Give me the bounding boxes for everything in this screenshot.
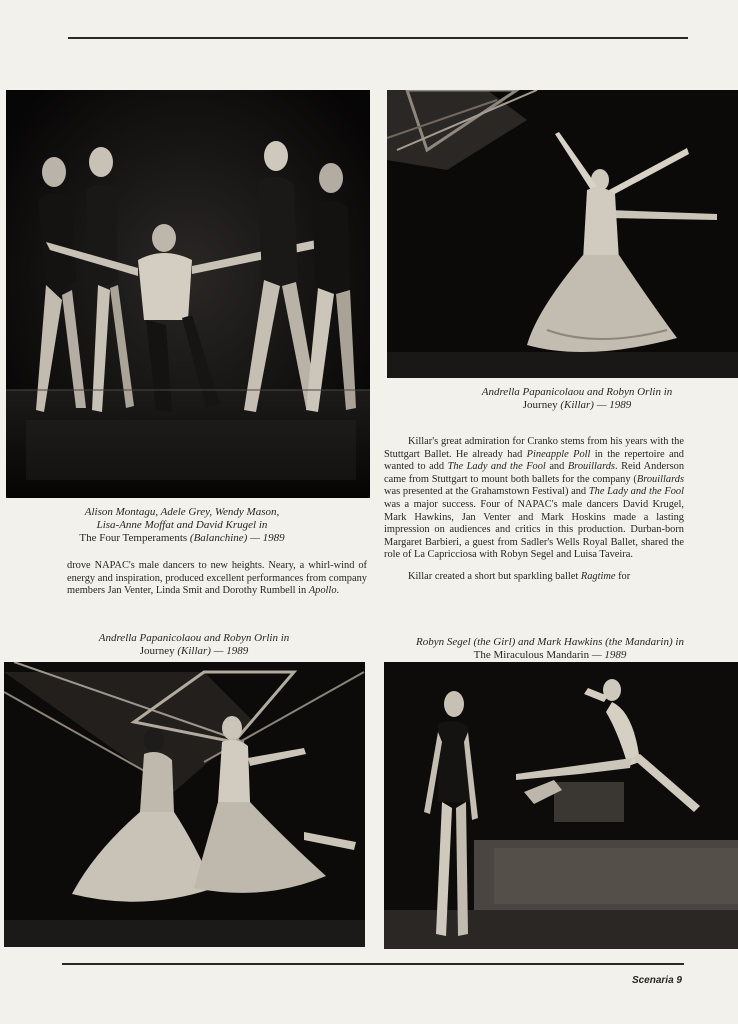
text-run: . Reid Anderson came from Stuttgart to mount both ballets for the company ( (384, 461, 685, 485)
caption-title: The Four Temperaments (79, 532, 190, 544)
caption-four-temperaments (22, 506, 342, 545)
text-run: was a major success. Four of NAPAC's male dancers David Krugel, Mark Hawkins, Jan Venter and Mark Hoskins made a lasting impression on audiences and critics in this production. Durban-born Margaret Barbieri, a guest from Sadler's Wells Royal Ballet, shared the role of La Capricciosa with Robyn Segel and Luisa Taveira. (384, 498, 684, 561)
text-run-italic: Ragtime (580, 570, 616, 582)
text-run: and (545, 461, 568, 473)
text-run: . (336, 585, 340, 597)
caption-credit: (Balanchine) — 1989 (189, 532, 285, 544)
text-run: was presented at the Grahamstown Festival) and (384, 486, 589, 498)
caption-credit: — 1989 (591, 649, 627, 661)
text-run-italic: The Lady and the Fool (588, 486, 684, 498)
photo-journey-top (387, 90, 738, 378)
caption-mandarin (380, 636, 720, 662)
text-run: drove NAPAC's male dancers to new heights. Neary, a whirl-wind of energy and inspiration, produced excellent performances from company members Jan Venter, Linda Smit and Dorothy Rumbell in (67, 560, 367, 597)
page-number: Scenaria 9 (631, 975, 682, 986)
caption-credit: (Killar) — 1989 (560, 399, 632, 411)
photo-journey-bottom (4, 662, 365, 947)
text-run: Killar's great admiration for Cranko stems from his years with the Stuttgart Ballet. He already had (384, 436, 684, 460)
caption-line: Alison Montagu, Adele Grey, Wendy Mason, (84, 506, 280, 518)
caption-line: Andrella Papanicolaou and Robyn Orlin in (98, 632, 290, 644)
caption-line: Robyn Segel (the Girl) and Mark Hawkins (the Mandarin) in (416, 636, 684, 648)
photo-miraculous-mandarin (384, 662, 738, 949)
caption-journey-top (432, 386, 722, 412)
text-run-italic: Pineapple Poll (526, 448, 591, 460)
left-column-text (67, 560, 367, 607)
text-run-italic: The Lady and the Fool (447, 461, 546, 473)
caption-journey-bottom (54, 632, 334, 658)
caption-title: The Miraculous Mandarin (473, 649, 592, 661)
text-run: for (615, 570, 631, 582)
caption-title: Journey (139, 645, 178, 657)
photo-four-temperaments (6, 90, 370, 498)
text-run-italic: Brouillards (567, 461, 615, 473)
caption-title: Journey (522, 399, 561, 411)
text-run-italic: Apollo (308, 585, 337, 597)
caption-line: Lisa-Anne Moffat and David Krugel in (96, 519, 268, 531)
text-run: in the repertoire and wanted to add (384, 448, 684, 473)
bottom-rule (62, 963, 684, 965)
caption-line: Andrella Papanicolaou and Robyn Orlin in (481, 386, 673, 398)
caption-credit: (Killar) — 1989 (177, 645, 249, 657)
right-column-text (384, 436, 684, 593)
text-run-italic: Brouillards (636, 473, 684, 485)
top-rule (68, 37, 688, 39)
text-run: Killar created a short but sparkling ballet (408, 570, 581, 582)
